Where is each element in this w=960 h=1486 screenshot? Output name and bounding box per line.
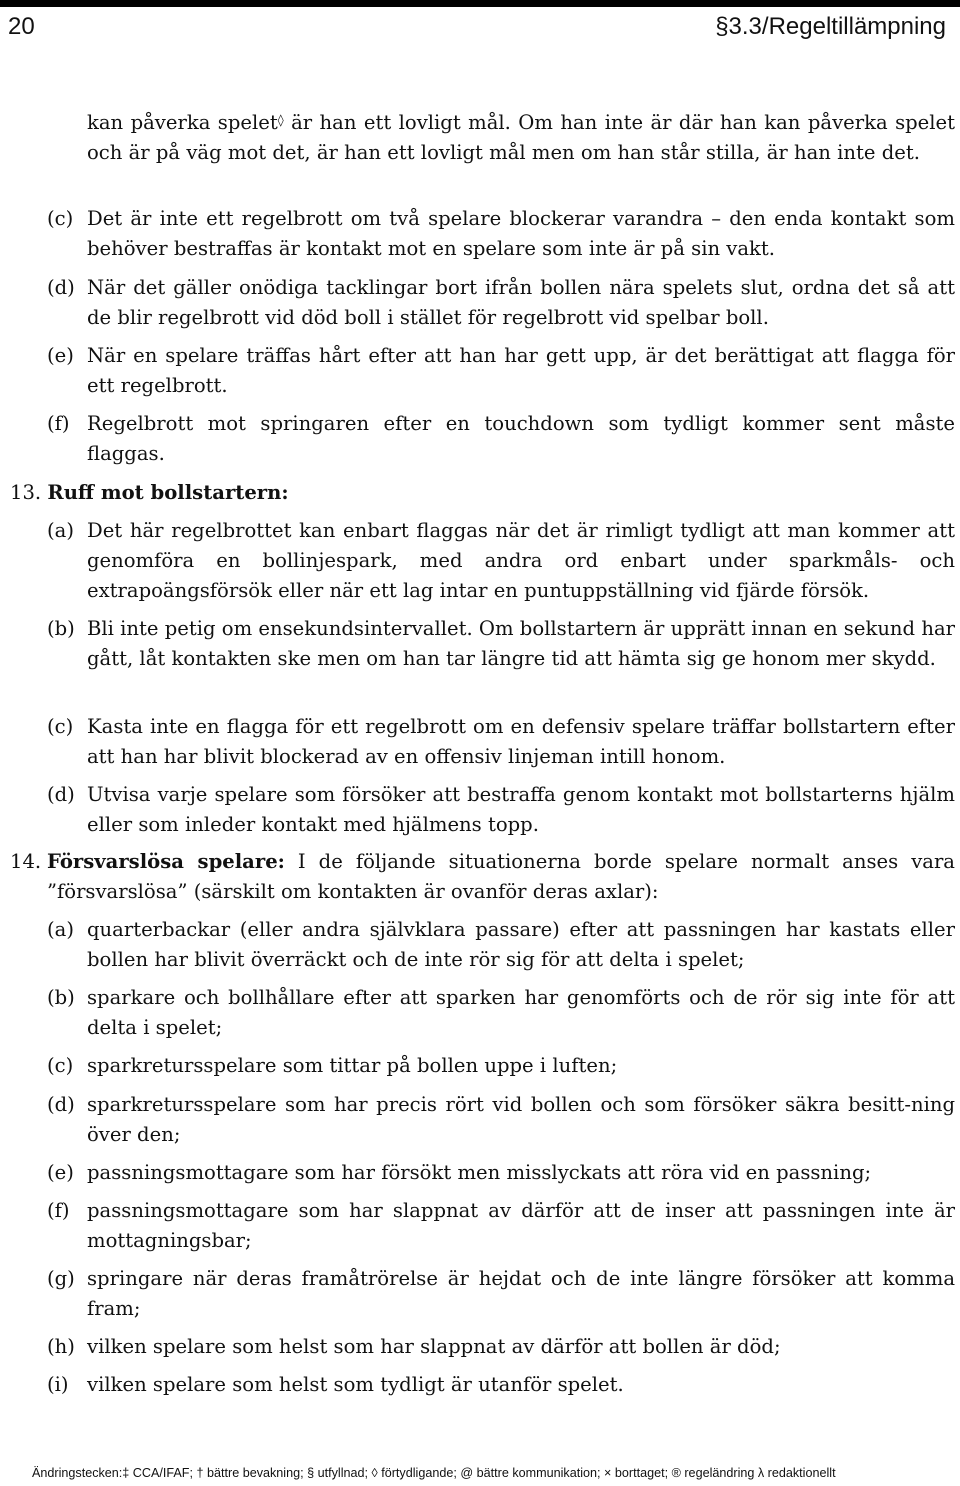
list-item-label: (d) <box>47 783 75 806</box>
list-item-label: (h) <box>47 1335 75 1358</box>
list-item-label: (b) <box>47 986 75 1009</box>
list-item-label: (e) <box>47 344 74 367</box>
intro-paragraph <box>87 108 955 168</box>
list-item-label: (c) <box>47 1054 74 1077</box>
list-item-label: (d) <box>47 1093 75 1116</box>
list-item-text: När en spelare träffas hårt efter att han har gett upp, är det berättigat att flagga för ett regelbrott. <box>87 344 955 397</box>
list-item-text: Det här regelbrottet kan enbart flaggas när det är rimligt tydligt att man kommer att genomföra en bollinjespark, med andra ord enbart under sparkmåls- och extrapoängsförsök eller när ett lag intar en puntuppställning vid fjärde försök. <box>87 519 955 602</box>
section-title: §3.3/Regeltillämpning <box>715 13 946 40</box>
list-item-label: (a) <box>47 918 74 941</box>
list-item-text: springare när deras framåtrörelse är hejdat och de inte längre försöker att komma fram; <box>87 1267 955 1320</box>
top-rule <box>0 0 960 7</box>
change-marks-legend: Ändringstecken:‡ CCA/IFAF; † bättre bevakning; § utfyllnad; ◊ förtydligande; @ bättre kommunikation; × borttaget; ® regeländring λ redaktionellt <box>32 1466 836 1480</box>
list-item-label: (e) <box>47 1161 74 1184</box>
list-item-text: quarterbackar (eller andra självklara passare) efter att passningen har kastats eller bollen har blivit överräckt och de inte rör sig för att delta i spelet; <box>87 918 955 971</box>
list-item-label: (f) <box>47 1199 70 1222</box>
list-item-label: (d) <box>47 276 75 299</box>
rule-number: 13. <box>10 481 42 504</box>
list-item-text: Regelbrott mot springaren efter en touchdown som tydligt kommer sent måste flaggas. <box>87 412 955 465</box>
rule-title: Försvarslösa spelare: <box>47 850 285 873</box>
rule-intro-text: I de följande situationerna borde spelare normalt anses vara ”försvarslösa” (särskilt om kontakten är ovanför deras axlar): <box>47 850 955 903</box>
rule-14-intro <box>47 847 955 907</box>
list-item-label: (i) <box>47 1373 69 1396</box>
list-item-text: sparkretursspelare som tittar på bollen uppe i luften; <box>87 1054 618 1077</box>
list-item-text: Utvisa varje spelare som försöker att bestraffa genom kontakt mot bollstarterns hjälm eller som inleder kontakt med hjälmens topp. <box>87 783 955 836</box>
list-item-label: (c) <box>47 715 74 738</box>
list-item-label: (a) <box>47 519 74 542</box>
list-item-text: vilken spelare som helst som har slappnat av därför att bollen är död; <box>87 1335 781 1358</box>
clarification-mark: ◊ <box>277 113 284 127</box>
list-item-text: Det är inte ett regelbrott om två spelare blockerar varandra – den enda kontakt som behöver bestraffas är kontakt mot en spelare som inte är på sin vakt. <box>87 207 955 260</box>
list-item-text: passningsmottagare som har slappnat av därför att de inser att passningen inte är mottagningsbar; <box>87 1199 955 1252</box>
list-item-text: passningsmottagare som har försökt men misslyckats att röra vid en passning; <box>87 1161 872 1184</box>
page-number: 20 <box>8 13 35 40</box>
list-item-text: Kasta inte en flagga för ett regelbrott om en defensiv spelare träffar bollstartern efter att han har blivit blockerad av en offensiv linjeman intill honom. <box>87 715 955 768</box>
page-header <box>0 10 960 44</box>
list-item-text: vilken spelare som helst som tydligt är utanför spelet. <box>87 1373 624 1396</box>
list-item-text: Bli inte petig om ensekundsintervallet. Om bollstartern är upprätt innan en sekund har gått, låt kontakten ske men om han tar längre tid att hämta sig ge honom mer skydd. <box>87 617 955 670</box>
rule-number: 14. <box>10 850 42 873</box>
rule-title: Ruff mot bollstartern: <box>47 481 289 504</box>
list-item-label: (c) <box>47 207 74 230</box>
list-item-label: (b) <box>47 617 75 640</box>
intro-text-start: kan påverka spelet <box>87 111 278 134</box>
rule-13-heading <box>10 478 289 508</box>
list-item-label: (f) <box>47 412 70 435</box>
list-item-label: (g) <box>47 1267 75 1290</box>
list-item-text: sparkare och bollhållare efter att sparken har genomförts och de rör sig inte för att delta i spelet; <box>87 986 955 1039</box>
list-item-text: När det gäller onödiga tacklingar bort ifrån bollen nära spelets slut, ordna det så att de blir regelbrott vid död boll i stället för regelbrott vid spelbar boll. <box>87 276 955 329</box>
intro-text-end: är han ett lovligt mål. Om han inte är där han kan påverka spelet och är på väg mot det, är han ett lovligt mål men om han står stilla, är han inte det. <box>87 111 955 164</box>
list-item-text: sparkretursspelare som har precis rört vid bollen och som försöker säkra besitt-ning över den; <box>87 1093 955 1146</box>
